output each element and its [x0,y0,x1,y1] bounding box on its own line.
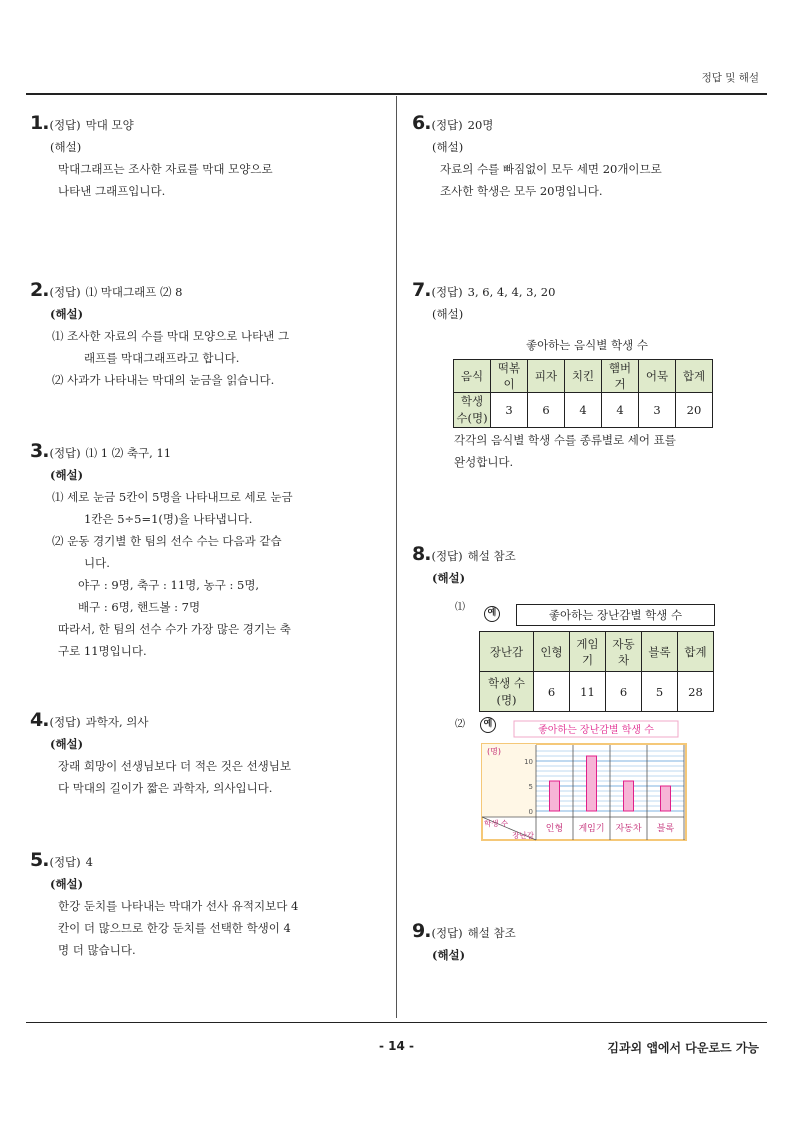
example-icon: 예 [484,606,500,622]
table-cell: 28 [678,672,714,712]
category-label: 인형 [545,824,564,834]
question-number: 3. [30,440,49,462]
table-cell: 20 [676,393,713,428]
answer-text: 막대 모양 [85,118,134,132]
table-cell: 3 [491,393,528,428]
table-header-row [480,632,714,672]
explanation-label: (해설) [50,140,82,154]
table-header: 자동차 [606,632,642,672]
table-header: 게임기 [570,632,606,672]
table-cell: 4 [565,393,602,428]
row-label: 학생 수(명) [454,393,491,428]
explanation-line: 장래 희망이 선생님보다 더 적은 것은 선생님보 [58,759,292,773]
food-table [453,359,713,428]
question-8 [412,543,762,589]
explanation-line: 1칸은 5÷5=1(명)을 나타냅니다. [84,512,253,526]
toy-table [479,631,714,712]
table-header: 블록 [642,632,678,672]
row-label: 학생 수(명) [480,672,534,712]
y-tick-label: 10 [524,758,533,766]
table-header-row [454,360,713,393]
explanation-label: (해설) [432,140,464,154]
question-number: 1. [30,112,49,134]
question-9 [412,920,762,966]
x-axis-label: 장난감 [512,831,534,840]
table-8-title: 좋아하는 장난감별 학생 수 [516,604,715,626]
explanation-line: ⑵ 운동 경기별 한 팀의 선수 수는 다음과 같습 [52,534,282,548]
table-cell: 11 [570,672,606,712]
explanation-line: 한강 둔치를 나타내는 막대가 선사 유적지보다 4 [58,899,299,913]
question-6 [412,112,762,202]
bar-자동차 [624,781,634,811]
explanation-line: 따라서, 한 팀의 선수 수가 가장 많은 경기는 축 [58,622,291,636]
table-cell: 6 [534,672,570,712]
table-header: 합계 [676,360,713,393]
bar-블록 [661,786,671,811]
bar-인형 [550,781,560,811]
table-header: 햄버거 [602,360,639,393]
page-header: 정답 및 해설 [701,72,759,84]
explanation-line: 완성합니다. [454,455,514,469]
table-cell: 3 [639,393,676,428]
question-2 [30,279,380,391]
question-number: 7. [412,279,431,301]
question-number: 2. [30,279,49,301]
footer-rule [26,1022,767,1023]
question-4 [30,709,380,799]
explanation-label: (해설) [50,737,84,751]
explanation-line: 다 막대의 길이가 짧은 과학자, 의사입니다. [58,781,273,795]
table-header: 떡볶이 [491,360,528,393]
explanation-line: 니다. [84,556,110,570]
table-row [480,672,714,712]
question-number: 9. [412,920,431,942]
chart-title: 좋아하는 장난감별 학생 수 [538,725,654,736]
explanation-label: (해설) [432,948,466,962]
q7-explanation [440,429,760,473]
answer-text: 3, 6, 4, 4, 3, 20 [467,285,556,299]
answer-label: (정답) [49,855,81,869]
question-5 [30,849,380,961]
table-7-title: 좋아하는 음식별 학생 수 [525,338,649,352]
part-1-label: ⑴ [455,602,465,613]
column-divider [396,96,397,1018]
table-header: 장난감 [480,632,534,672]
explanation-label: (해설) [432,307,464,321]
table-header: 인형 [534,632,570,672]
explanation-label: (해설) [432,571,466,585]
explanation-line: 각각의 음식별 학생 수를 종류별로 세어 표를 [454,433,676,447]
question-number: 6. [412,112,431,134]
answer-text: 해설 참조 [467,926,516,940]
question-3 [30,440,380,662]
table-cell: 4 [602,393,639,428]
table-cell: 6 [528,393,565,428]
table-header: 치킨 [565,360,602,393]
header-rule [26,93,767,95]
table-header: 음식 [454,360,491,393]
example-icon: 예 [480,717,496,733]
answer-label: (정답) [431,549,463,563]
question-1 [30,112,380,202]
page-number: - 14 - [378,1039,414,1053]
category-label: 블록 [656,824,675,834]
explanation-line: ⑵ 사과가 나타내는 막대의 눈금을 읽습니다. [52,373,275,387]
y-axis-label: (명) [487,747,501,756]
explanation-line: ⑴ 조사한 자료의 수를 막대 모양으로 나타낸 그 [52,329,290,343]
explanation-line: 막대그래프는 조사한 자료를 막대 모양으로 [58,162,273,176]
table-cell: 5 [642,672,678,712]
table-cell: 6 [606,672,642,712]
category-label: 자동차 [615,824,642,834]
corner-label: 학생 수 [484,819,509,828]
answer-text: ⑴ 1 ⑵ 축구, 11 [85,446,172,460]
answer-label: (정답) [431,118,463,132]
explanation-line: ⑴ 세로 눈금 5칸이 5명을 나타내므로 세로 눈금 [52,490,293,504]
footer-text: 김과외 앱에서 다운로드 가능 [607,1041,759,1055]
table-header: 어묵 [639,360,676,393]
table-header: 합계 [678,632,714,672]
explanation-line: 배구 : 6명, 핸드볼 : 7명 [78,600,201,614]
explanation-label: (해설) [50,307,84,321]
answer-text: ⑴ 막대그래프 ⑵ 8 [85,285,183,299]
toy-bar-chart [476,718,691,842]
answer-text: 과학자, 의사 [85,715,149,729]
question-7 [412,279,762,325]
explanation-line: 칸이 더 많으므로 한강 둔치를 선택한 학생이 4 [58,921,291,935]
question-number: 8. [412,543,431,565]
answer-label: (정답) [49,285,81,299]
explanation-line: 야구 : 9명, 축구 : 11명, 농구 : 5명, [78,578,260,592]
explanation-line: 나타낸 그래프입니다. [58,184,166,198]
part-2-label: ⑵ [455,719,465,730]
explanation-label: (해설) [50,468,84,482]
explanation-label: (해설) [50,877,84,891]
category-label: 게임기 [578,824,605,834]
answer-label: (정답) [49,446,81,460]
answer-text: 4 [85,855,93,869]
answer-text: 해설 참조 [467,549,516,563]
answer-label: (정답) [49,715,81,729]
explanation-line: 구로 11명입니다. [58,644,147,658]
y-tick-label: 0 [528,808,533,816]
explanation-line: 명 더 많습니다. [58,943,136,957]
question-number: 4. [30,709,49,731]
answer-label: (정답) [49,118,81,132]
question-number: 5. [30,849,49,871]
table-row [454,393,713,428]
explanation-line: 래프를 막대그래프라고 합니다. [84,351,240,365]
answer-label: (정답) [431,285,463,299]
explanation-line: 자료의 수를 빠짐없이 모두 세면 20개이므로 [440,162,662,176]
explanation-line: 조사한 학생은 모두 20명입니다. [440,184,603,198]
y-tick-label: 5 [528,783,533,791]
answer-text: 20명 [467,118,494,132]
bar-게임기 [587,756,597,811]
answer-label: (정답) [431,926,463,940]
table-header: 피자 [528,360,565,393]
